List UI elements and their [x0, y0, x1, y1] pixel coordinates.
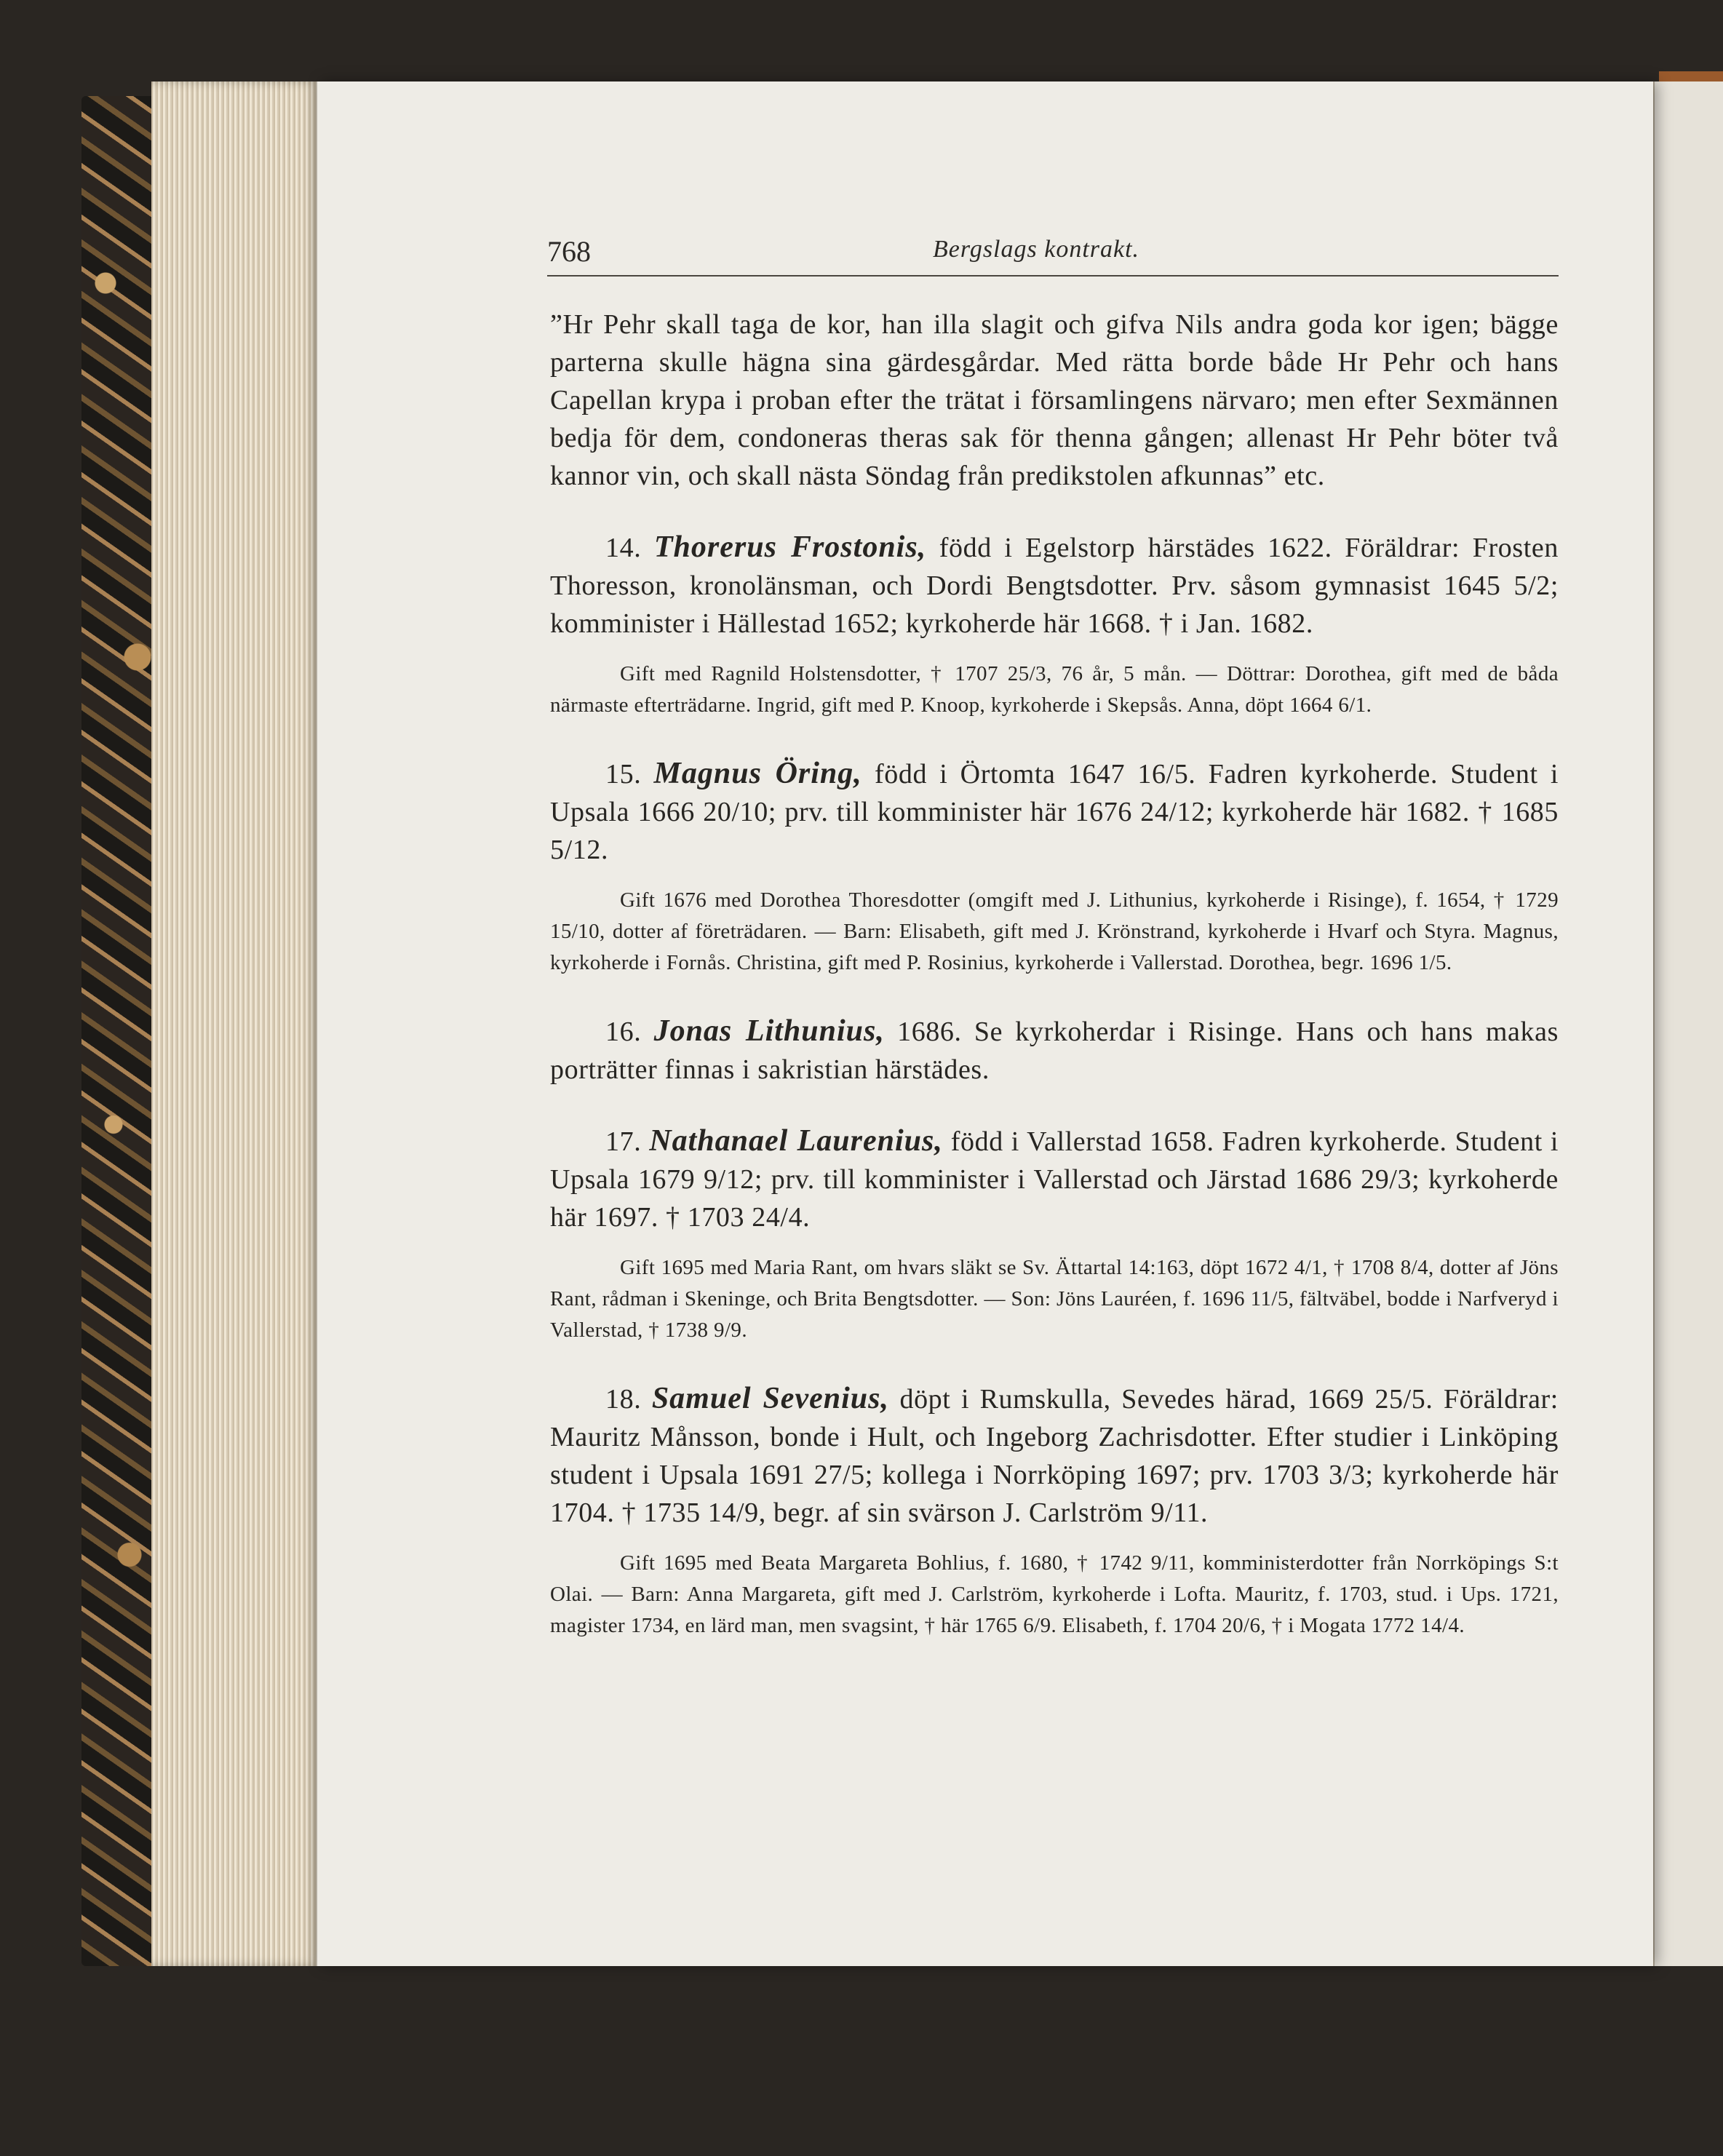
entry-name: Samuel Sevenius, — [651, 1382, 889, 1415]
entry-number: 15. — [605, 759, 642, 789]
entry-17 — [550, 1122, 1559, 1236]
entry-text: född i Egelstorp härstädes 1622. Föräldrar: Frosten Thoresson, kronolänsman, och Dordi Bengtsdotter. Prv. såsom gymnasist 1645 5/2; komminister i Hällestad 1652; kyrkoherde här 1668. † i Jan. 1682. — [550, 533, 1559, 639]
entry-18 — [550, 1380, 1559, 1532]
entry-16 — [550, 1012, 1559, 1089]
entry-14 — [550, 528, 1559, 643]
entry-text: 1686. Se kyrkoherdar i Risinge. Hans och hans makas porträtter finnas i sakristian härstädes. — [550, 1017, 1559, 1085]
page-block-edges — [151, 81, 319, 1966]
entry-18-note: Gift 1695 med Beata Margareta Bohlius, f. 1680, † 1742 9/11, komministerdotter från Norrköpings S:t Olai. — Barn: Anna Margareta, gift med J. Carlström, kyrkoherde i Lofta. Mauritz, f. 1703, stud. i Ups. 1721, magister 1734, en lärd man, men svagsint, † här 1765 6/9. Elisabeth, f. 1704 20/6, † i Mogata 1772 14/4. — [550, 1551, 1559, 1637]
running-head: Bergslags kontrakt. — [933, 236, 1140, 263]
entry-15-note: Gift 1676 med Dorothea Thoresdotter (omgift med J. Lithunius, kyrkoherde i Risinge), f. 1654, † 1729 15/10, dotter af företrädaren. — Barn: Elisabeth, gift med J. Krönstrand, kyrkoherde i Hvarf och Styra. Magnus, kyrkoherde i Fornås. Christina, gift med P. Rosinius, kyrkoherde i Vallerstad. Dorothea, begr. 1696 1/5. — [550, 888, 1559, 974]
continuation-paragraph: ”Hr Pehr skall taga de kor, han illa slagit och gifva Nils andra goda kor igen; bägge parterna skulle hägna sina gärdesgårdar. Med rätta borde både Hr Pehr och hans Capellan krypa i proban efter the trätat i församlingens närvaro; men efter Sexmännen bedja för dem, condoneras theras sak för thenna gången; allenast Hr Pehr böter två kannor vin, och skall nästa Söndag från predikstolen afkunnas” etc. — [550, 309, 1559, 491]
entry-text: född i Örtomta 1647 16/5. Fadren kyrkoherde. Student i Upsala 1666 20/10; prv. till komminister här 1676 24/12; kyrkoherde här 1682. † 1685 5/12. — [550, 759, 1559, 865]
entry-text: född i Vallerstad 1658. Fadren kyrkoherde. Student i Upsala 1679 9/12; prv. till komminister i Vallerstad och Järstad 1686 29/3; kyrkoherde här 1697. † 1703 24/4. — [550, 1126, 1559, 1233]
entry-number: 17. — [605, 1126, 642, 1157]
page-header — [547, 234, 1559, 277]
page-number: 768 — [547, 235, 591, 268]
next-page-edge — [1653, 81, 1723, 1966]
entry-number: 16. — [605, 1017, 642, 1047]
marbled-cover — [81, 96, 162, 1966]
entry-name: Jonas Lithunius, — [653, 1014, 885, 1048]
entry-name: Magnus Öring, — [653, 757, 862, 790]
entry-name: Nathanael Laurenius, — [649, 1124, 943, 1158]
entry-17-note: Gift 1695 med Maria Rant, om hvars släkt se Sv. Ättartal 14:163, döpt 1672 4/1, † 1708 8/4, dotter af Jöns Rant, rådman i Skeninge, och Brita Bengtsdotter. — Son: Jöns Lauréen, f. 1696 11/5, fältväbel, bodde i Narfveryd i Vallerstad, † 1738 9/9. — [550, 1256, 1559, 1342]
entry-14-note: Gift med Ragnild Holstensdotter, † 1707 25/3, 76 år, 5 mån. — Döttrar: Dorothea, gift med de båda närmaste efterträdarne. Ingrid, gift med P. Knoop, kyrkoherde i Skepsås. Anna, döpt 1664 6/1. — [550, 662, 1559, 717]
entry-name: Thorerus Frostonis, — [653, 530, 927, 564]
entry-text: döpt i Rumskulla, Sevedes härad, 1669 25/5. Föräldrar: Mauritz Månsson, bonde i Hult, och Ingeborg Zachrisdotter. Efter studier i Linköping student i Upsala 1691 27/5; kollega i Norrköping 1697; prv. 1703 3/3; kyrkoherde här 1704. † 1735 14/9, begr. af sin svärson J. Carlström 9/11. — [550, 1384, 1559, 1528]
entry-number: 14. — [605, 533, 642, 563]
page-body — [550, 306, 1559, 1642]
entry-number: 18. — [605, 1384, 642, 1415]
entry-15 — [550, 755, 1559, 869]
